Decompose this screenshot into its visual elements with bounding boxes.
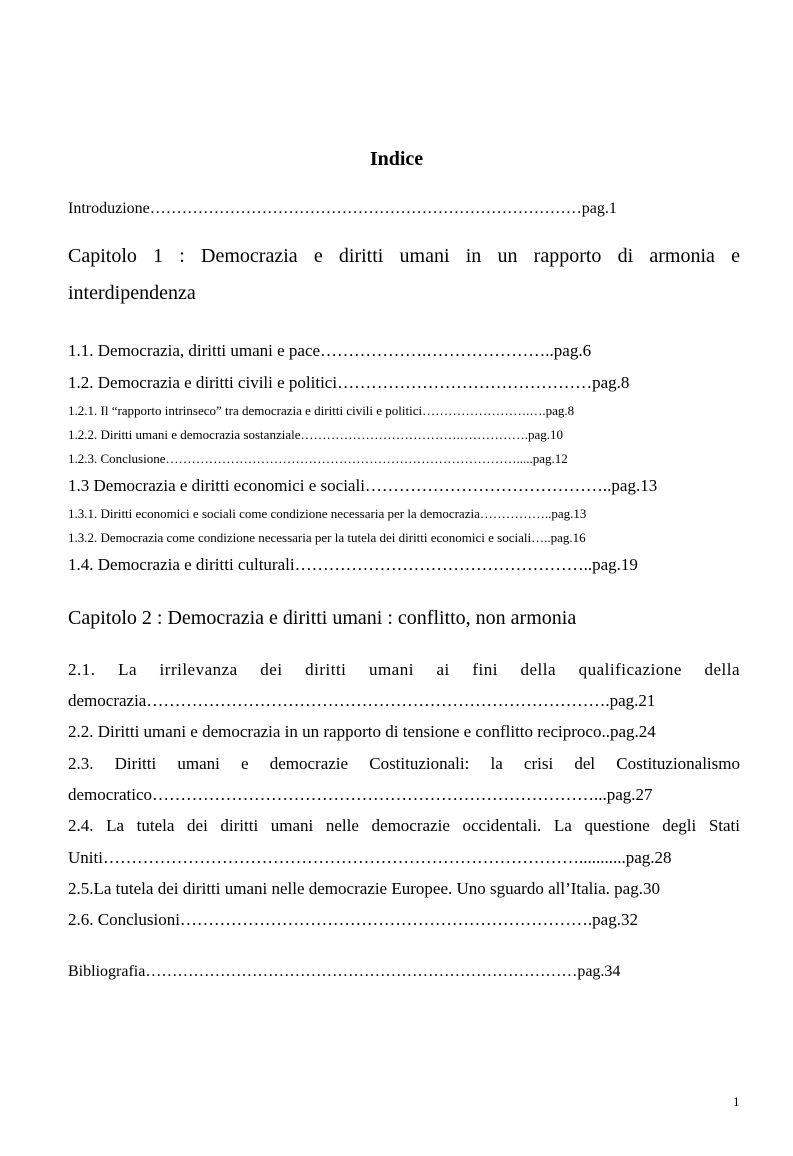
page-title: Indice bbox=[369, 148, 424, 170]
toc-entry-2-1-line-1: 2.1. La irrilevanza dei diritti umani ai fini della qualificazione della bbox=[68, 660, 740, 679]
toc-entry-2-3-line-2: democratico……………………………………………………………………...pag.27 bbox=[68, 785, 653, 804]
toc-entry-introduzione: Introduzione………………………………………………………………………pag.1 bbox=[68, 200, 617, 217]
chapter-1-heading-line-1: Capitolo 1 : Democrazia e diritti umani in un rapporto di armonia e bbox=[68, 245, 740, 267]
page-number: 1 bbox=[733, 1094, 740, 1109]
toc-entry-1-4: 1.4. Democrazia e diritti culturali……………………………………………..pag.19 bbox=[68, 555, 638, 574]
toc-entry-1-2: 1.2. Democrazia e diritti civili e politici………………………………………pag.8 bbox=[68, 373, 630, 392]
toc-entry-1-3: 1.3 Democrazia e diritti economici e sociali……………………………………..pag.13 bbox=[68, 476, 658, 495]
toc-entry-1-3-1: 1.3.1. Diritti economici e sociali come condizione necessaria per la democrazia……………..pag.13 bbox=[68, 506, 587, 521]
toc-entry-2-6: 2.6. Conclusioni……………………………………………………………….pag.32 bbox=[68, 910, 638, 929]
toc-entry-2-3-line-1: 2.3. Diritti umani e democrazie Costituzionali: la crisi del Costituzionalismo bbox=[68, 754, 740, 773]
toc-entry-1-2-2: 1.2.2. Diritti umani e democrazia sostanziale……………………………….…………….pag.10 bbox=[68, 427, 563, 442]
toc-entry-2-4-line-1: 2.4. La tutela dei diritti umani nelle democrazie occidentali. La questione degli Stati bbox=[68, 816, 740, 835]
toc-entry-1-1: 1.1. Democrazia, diritti umani e pace……………….…………………..pag.6 bbox=[68, 341, 592, 360]
toc-entry-1-2-3: 1.2.3. Conclusione……………………………………………………………………….....pag.12 bbox=[68, 451, 568, 466]
toc-entry-bibliografia: Bibliografia………………………………………………………………………pag.34 bbox=[68, 963, 621, 980]
toc-entry-1-2-1: 1.2.1. Il “rapporto intrinseco” tra democrazia e diritti civili e politici…………………….….pag.8 bbox=[68, 403, 575, 418]
chapter-2-heading: Capitolo 2 : Democrazia e diritti umani : conflitto, non armonia bbox=[68, 607, 577, 629]
chapter-1-heading-line-2: interdipendenza bbox=[68, 282, 196, 304]
toc-entry-2-1-line-2: democrazia……………………………………………………………………….pag.21 bbox=[68, 691, 656, 710]
toc-entry-2-5: 2.5.La tutela dei diritti umani nelle democrazie Europee. Uno sguardo all’Italia. pag.30 bbox=[68, 879, 660, 898]
toc-entry-1-3-2: 1.3.2. Democrazia come condizione necessaria per la tutela dei diritti economici e sociali…..pag.16 bbox=[68, 530, 586, 545]
toc-entry-2-2: 2.2. Diritti umani e democrazia in un rapporto di tensione e conflitto reciproco..pag.24 bbox=[68, 722, 656, 741]
toc-entry-2-4-line-2: Uniti…………………………………………………………………………...........pag.28 bbox=[68, 848, 672, 867]
